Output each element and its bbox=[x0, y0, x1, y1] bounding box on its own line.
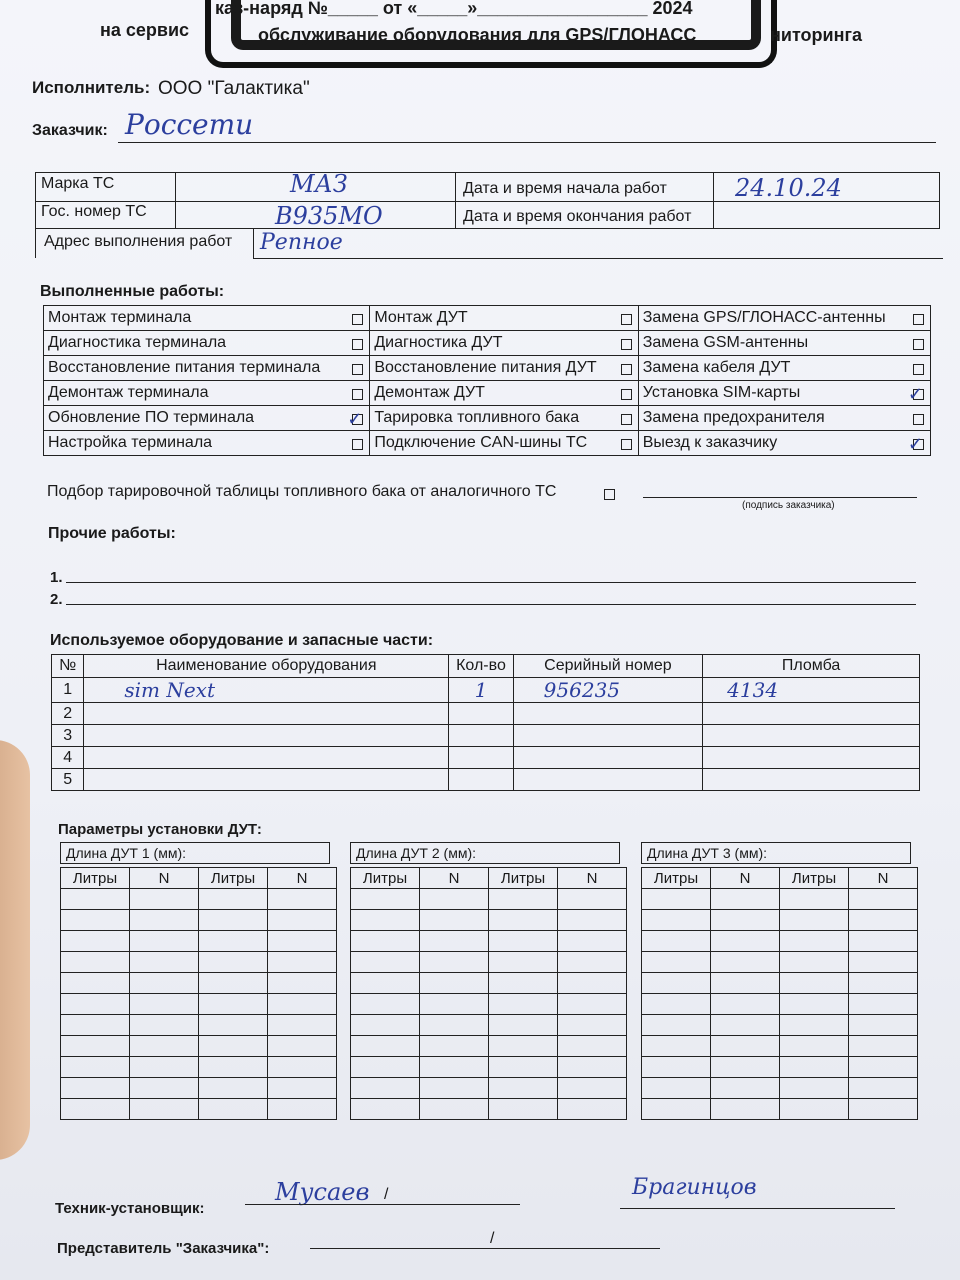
work-item-checkbox[interactable] bbox=[352, 364, 363, 375]
dut-cell[interactable] bbox=[849, 910, 918, 931]
equipment-cell bbox=[84, 725, 449, 747]
dut-col-header: N bbox=[711, 868, 780, 889]
work-item-label: Замена кабеля ДУТ bbox=[642, 359, 791, 376]
dut-col-header: N bbox=[420, 868, 489, 889]
work-item-label: Диагностика терминала bbox=[48, 334, 227, 351]
dut-col-header: Литры bbox=[642, 868, 711, 889]
equipment-cell: 956235 bbox=[513, 678, 702, 703]
dut-cell[interactable] bbox=[130, 931, 199, 952]
dut-cell[interactable] bbox=[780, 889, 849, 910]
dut-length-label: Длина ДУТ 3 (мм): bbox=[641, 842, 911, 864]
work-item-label: Настройка терминала bbox=[48, 434, 213, 451]
dut-cell[interactable] bbox=[558, 931, 627, 952]
dut-cell[interactable] bbox=[268, 1078, 337, 1099]
other-title: Прочие работы: bbox=[48, 525, 176, 542]
works-cell bbox=[44, 406, 370, 431]
dut-cell[interactable] bbox=[199, 1099, 268, 1120]
works-cell bbox=[44, 356, 370, 381]
technician-signature-2: Брагинцов bbox=[632, 1175, 757, 1200]
dut-grid bbox=[350, 867, 627, 1120]
header-line2b: обслуживание оборудования для GPS/ГЛОНАСС bbox=[258, 25, 697, 45]
dut-cell[interactable] bbox=[351, 1099, 420, 1120]
works-cell bbox=[370, 431, 638, 456]
brand-value: МАЗ bbox=[290, 170, 348, 198]
dut-cell[interactable] bbox=[780, 994, 849, 1015]
dut-col-header: Литры bbox=[199, 868, 268, 889]
dut-cell[interactable] bbox=[351, 952, 420, 973]
dut-cell[interactable] bbox=[61, 1099, 130, 1120]
dut-cell[interactable] bbox=[420, 889, 489, 910]
dut-cell[interactable] bbox=[199, 910, 268, 931]
dut-cell[interactable] bbox=[61, 931, 130, 952]
works-table bbox=[43, 305, 931, 456]
equipment-table bbox=[51, 654, 920, 791]
dut-cell[interactable] bbox=[489, 994, 558, 1015]
equipment-cell: 3 bbox=[52, 725, 84, 747]
dut-cell[interactable] bbox=[420, 1036, 489, 1057]
signature-line bbox=[643, 497, 917, 498]
dut-cell[interactable] bbox=[849, 1057, 918, 1078]
dut-cell[interactable] bbox=[489, 1015, 558, 1036]
work-item-label: Монтаж терминала bbox=[48, 309, 192, 326]
plate-value: В935МО bbox=[275, 202, 383, 230]
dut-cell[interactable] bbox=[558, 1057, 627, 1078]
works-cell bbox=[370, 306, 638, 331]
equipment-cell bbox=[513, 725, 702, 747]
work-item-checkbox[interactable] bbox=[913, 339, 924, 350]
dut-cell[interactable] bbox=[130, 1057, 199, 1078]
dut-cell[interactable] bbox=[711, 1036, 780, 1057]
dut-cell[interactable] bbox=[780, 1057, 849, 1078]
work-item-checkbox[interactable] bbox=[352, 339, 363, 350]
work-item-checkbox[interactable] bbox=[913, 364, 924, 375]
dut-cell[interactable] bbox=[642, 1099, 711, 1120]
work-item-label: Обновление ПО терминала bbox=[48, 409, 255, 426]
equipment-cell bbox=[703, 725, 920, 747]
works-cell bbox=[638, 406, 930, 431]
dut-cell[interactable] bbox=[61, 1015, 130, 1036]
dut-col-header: Литры bbox=[780, 868, 849, 889]
equipment-cell: 1 bbox=[449, 678, 513, 703]
dut-cell[interactable] bbox=[61, 910, 130, 931]
dut-cell[interactable] bbox=[420, 952, 489, 973]
equipment-cell: 5 bbox=[52, 769, 84, 791]
dut-cell[interactable] bbox=[642, 952, 711, 973]
dut-col-header: N bbox=[268, 868, 337, 889]
works-title: Выполненные работы: bbox=[40, 283, 225, 300]
works-cell bbox=[370, 406, 638, 431]
equipment-header-cell: Пломба bbox=[703, 655, 920, 678]
works-extra-checkbox[interactable] bbox=[604, 489, 615, 500]
work-item-checkbox[interactable] bbox=[621, 314, 632, 325]
customer-value: Россети bbox=[125, 108, 254, 141]
dut-cell[interactable] bbox=[351, 889, 420, 910]
dut-cell[interactable] bbox=[558, 1015, 627, 1036]
dut-cell[interactable] bbox=[199, 889, 268, 910]
dut-cell[interactable] bbox=[489, 931, 558, 952]
technician-label: Техник-установщик: bbox=[55, 1200, 205, 1217]
equipment-cell bbox=[449, 769, 513, 791]
dut-cell[interactable] bbox=[780, 1036, 849, 1057]
dut-cell[interactable] bbox=[351, 1015, 420, 1036]
dut-cell[interactable] bbox=[61, 889, 130, 910]
vehicle-table bbox=[35, 172, 938, 258]
dut-cell[interactable] bbox=[711, 973, 780, 994]
dut-cell[interactable] bbox=[849, 1015, 918, 1036]
dut-cell[interactable] bbox=[642, 973, 711, 994]
works-cell bbox=[370, 331, 638, 356]
works-cell bbox=[44, 381, 370, 406]
brand-label: Марка ТС bbox=[41, 175, 115, 192]
dut-cell[interactable] bbox=[711, 952, 780, 973]
dut-cell[interactable] bbox=[558, 1036, 627, 1057]
equipment-row bbox=[52, 747, 920, 769]
dut-cell[interactable] bbox=[351, 931, 420, 952]
dut-cell[interactable] bbox=[711, 1078, 780, 1099]
customer-line bbox=[118, 142, 936, 143]
works-cell bbox=[638, 356, 930, 381]
dut-cell[interactable] bbox=[61, 1057, 130, 1078]
dut-cell[interactable] bbox=[780, 952, 849, 973]
dut-length-label: Длина ДУТ 2 (мм): bbox=[350, 842, 620, 864]
work-item-label: Восстановление питания ДУТ bbox=[374, 359, 597, 376]
dut-cell[interactable] bbox=[199, 931, 268, 952]
finger bbox=[0, 740, 30, 1160]
work-item-label: Восстановление питания терминала bbox=[48, 359, 321, 376]
work-item-checkbox[interactable] bbox=[621, 364, 632, 375]
equipment-cell bbox=[84, 747, 449, 769]
checkmark-icon: ✓ bbox=[907, 384, 923, 404]
dut-cell[interactable] bbox=[849, 994, 918, 1015]
works-row bbox=[44, 431, 931, 456]
work-item-checkbox[interactable] bbox=[621, 339, 632, 350]
equipment-row bbox=[52, 678, 920, 703]
dut-cell[interactable] bbox=[130, 1015, 199, 1036]
dut-cell[interactable] bbox=[849, 931, 918, 952]
equipment-header-row bbox=[52, 655, 920, 678]
dut-cell[interactable] bbox=[780, 973, 849, 994]
checkmark-icon: ✓ bbox=[347, 409, 363, 429]
dut-cell[interactable] bbox=[642, 1036, 711, 1057]
equipment-cell bbox=[703, 747, 920, 769]
executor-label: Исполнитель: bbox=[32, 78, 151, 97]
customer-label: Заказчик: bbox=[32, 122, 108, 139]
dut-cell[interactable] bbox=[849, 1078, 918, 1099]
dut-col-header: Литры bbox=[351, 868, 420, 889]
equipment-cell: sim Next bbox=[84, 678, 449, 703]
work-item-checkbox[interactable] bbox=[907, 384, 924, 404]
dut-col-header: N bbox=[849, 868, 918, 889]
dut-cell[interactable] bbox=[489, 952, 558, 973]
works-row bbox=[44, 406, 931, 431]
work-item-label: Выезд к заказчику bbox=[642, 434, 778, 451]
dut-col-header: Литры bbox=[489, 868, 558, 889]
dut-cell[interactable] bbox=[420, 1099, 489, 1120]
technician-slash: / bbox=[384, 1186, 389, 1203]
dut-cell[interactable] bbox=[351, 994, 420, 1015]
dut-cell[interactable] bbox=[130, 952, 199, 973]
dut-cell[interactable] bbox=[199, 1036, 268, 1057]
work-item-checkbox[interactable] bbox=[621, 439, 632, 450]
header-line2a: на сервис bbox=[100, 20, 190, 40]
rep-line bbox=[310, 1248, 660, 1249]
equipment-cell bbox=[449, 725, 513, 747]
header-line1: каз-наряд №_____ от «_____»_________________ 2024 bbox=[215, 0, 693, 18]
works-cell bbox=[638, 431, 930, 456]
equipment-cell bbox=[84, 703, 449, 725]
dut-cell[interactable] bbox=[780, 1099, 849, 1120]
equipment-cell bbox=[703, 769, 920, 791]
work-item-label: Тарировка топливного бака bbox=[374, 409, 580, 426]
work-item-checkbox[interactable] bbox=[352, 314, 363, 325]
dut-cell[interactable] bbox=[199, 1057, 268, 1078]
dut-cell[interactable] bbox=[558, 994, 627, 1015]
dut-cell[interactable] bbox=[558, 1078, 627, 1099]
dut-col-header: Литры bbox=[61, 868, 130, 889]
works-cell bbox=[370, 381, 638, 406]
dut-cell[interactable] bbox=[780, 1015, 849, 1036]
end-label: Дата и время окончания работ bbox=[463, 208, 692, 225]
work-item-label: Замена GPS/ГЛОНАСС-антенны bbox=[642, 309, 886, 326]
header-line2c: ниторинга bbox=[770, 25, 862, 45]
dut-cell[interactable] bbox=[642, 1015, 711, 1036]
technician-line-2 bbox=[620, 1208, 895, 1209]
dut-length-label: Длина ДУТ 1 (мм): bbox=[60, 842, 330, 864]
equipment-cell bbox=[449, 703, 513, 725]
dut-cell[interactable] bbox=[351, 910, 420, 931]
checkmark-icon: ✓ bbox=[907, 434, 923, 454]
work-item-label: Демонтаж ДУТ bbox=[374, 384, 485, 401]
dut-cell[interactable] bbox=[130, 1036, 199, 1057]
dut-cell[interactable] bbox=[268, 973, 337, 994]
works-cell bbox=[44, 431, 370, 456]
equipment-header-cell: Кол-во bbox=[449, 655, 513, 678]
work-item-checkbox[interactable] bbox=[352, 439, 363, 450]
signature-caption: (подпись заказчика) bbox=[742, 500, 835, 511]
dut-cell[interactable] bbox=[351, 1078, 420, 1099]
dut-cell[interactable] bbox=[489, 1099, 558, 1120]
dut-cell[interactable] bbox=[268, 952, 337, 973]
technician-line bbox=[245, 1204, 520, 1205]
works-row bbox=[44, 381, 931, 406]
equipment-cell bbox=[513, 747, 702, 769]
equipment-cell bbox=[513, 703, 702, 725]
work-item-checkbox[interactable] bbox=[352, 389, 363, 400]
dut-cell[interactable] bbox=[199, 1078, 268, 1099]
dut-cell[interactable] bbox=[642, 889, 711, 910]
works-cell bbox=[638, 331, 930, 356]
rep-label: Представитель "Заказчика": bbox=[57, 1240, 270, 1257]
address-value: Репное bbox=[260, 230, 343, 255]
other-1-line bbox=[66, 582, 916, 583]
dut-cell[interactable] bbox=[711, 931, 780, 952]
dut-table-1 bbox=[60, 842, 337, 1120]
dut-cell[interactable] bbox=[558, 889, 627, 910]
equipment-cell bbox=[703, 703, 920, 725]
dut-cell[interactable] bbox=[849, 1099, 918, 1120]
dut-cell[interactable] bbox=[130, 994, 199, 1015]
equipment-row bbox=[52, 703, 920, 725]
dut-cell[interactable] bbox=[268, 994, 337, 1015]
dut-cell[interactable] bbox=[711, 1015, 780, 1036]
dut-cell[interactable] bbox=[61, 973, 130, 994]
work-item-label: Замена GSM-антенны bbox=[642, 334, 809, 351]
other-1-num: 1. bbox=[50, 569, 63, 586]
work-item-checkbox[interactable] bbox=[907, 434, 924, 454]
work-item-checkbox[interactable] bbox=[621, 389, 632, 400]
dut-cell[interactable] bbox=[420, 994, 489, 1015]
dut-cell[interactable] bbox=[558, 952, 627, 973]
dut-cell[interactable] bbox=[558, 1099, 627, 1120]
dut-cell[interactable] bbox=[268, 1036, 337, 1057]
work-item-checkbox[interactable] bbox=[621, 414, 632, 425]
dut-cell[interactable] bbox=[420, 1078, 489, 1099]
plate-label: Гос. номер ТС bbox=[41, 203, 147, 220]
work-item-label: Диагностика ДУТ bbox=[374, 334, 503, 351]
dut-cell[interactable] bbox=[199, 1015, 268, 1036]
equipment-row bbox=[52, 769, 920, 791]
dut-cell[interactable] bbox=[268, 889, 337, 910]
dut-cell[interactable] bbox=[489, 889, 558, 910]
start-value: 24.10.24 bbox=[735, 174, 842, 202]
dut-cell[interactable] bbox=[420, 973, 489, 994]
dut-cell[interactable] bbox=[711, 889, 780, 910]
dut-table-2 bbox=[350, 842, 627, 1120]
dut-cell[interactable] bbox=[711, 994, 780, 1015]
dut-col-header: N bbox=[130, 868, 199, 889]
works-cell bbox=[638, 306, 930, 331]
work-item-label: Замена предохранителя bbox=[642, 409, 825, 426]
start-label: Дата и время начала работ bbox=[463, 180, 667, 197]
equipment-row bbox=[52, 725, 920, 747]
dut-grid bbox=[60, 867, 337, 1120]
work-item-checkbox[interactable] bbox=[913, 414, 924, 425]
dut-cell[interactable] bbox=[780, 931, 849, 952]
dut-cell[interactable] bbox=[420, 910, 489, 931]
dut-cell[interactable] bbox=[130, 973, 199, 994]
dut-cell[interactable] bbox=[61, 1036, 130, 1057]
works-cell bbox=[370, 356, 638, 381]
dut-cell[interactable] bbox=[780, 1078, 849, 1099]
dut-col-header: N bbox=[558, 868, 627, 889]
dut-cell[interactable] bbox=[61, 1078, 130, 1099]
dut-cell[interactable] bbox=[849, 952, 918, 973]
dut-cell[interactable] bbox=[711, 1057, 780, 1078]
equipment-title: Используемое оборудование и запасные части: bbox=[50, 632, 434, 649]
dut-cell[interactable] bbox=[199, 973, 268, 994]
dut-cell[interactable] bbox=[711, 910, 780, 931]
works-cell bbox=[44, 331, 370, 356]
dut-cell[interactable] bbox=[61, 952, 130, 973]
dut-cell[interactable] bbox=[268, 1099, 337, 1120]
other-2-num: 2. bbox=[50, 591, 63, 608]
dut-cell[interactable] bbox=[130, 1099, 199, 1120]
dut-cell[interactable] bbox=[849, 1036, 918, 1057]
dut-cell[interactable] bbox=[420, 931, 489, 952]
dut-cell[interactable] bbox=[558, 973, 627, 994]
dut-cell[interactable] bbox=[130, 910, 199, 931]
dut-cell[interactable] bbox=[61, 994, 130, 1015]
works-row bbox=[44, 306, 931, 331]
dut-cell[interactable] bbox=[642, 910, 711, 931]
works-cell bbox=[44, 306, 370, 331]
dut-cell[interactable] bbox=[849, 889, 918, 910]
dut-cell[interactable] bbox=[489, 1036, 558, 1057]
dut-cell[interactable] bbox=[558, 910, 627, 931]
dut-cell[interactable] bbox=[130, 889, 199, 910]
equipment-cell: 2 bbox=[52, 703, 84, 725]
equipment-cell: 4 bbox=[52, 747, 84, 769]
dut-cell[interactable] bbox=[489, 910, 558, 931]
equipment-header-cell: Серийный номер bbox=[513, 655, 702, 678]
dut-cell[interactable] bbox=[351, 1057, 420, 1078]
dut-cell[interactable] bbox=[268, 1057, 337, 1078]
dut-cell[interactable] bbox=[489, 1057, 558, 1078]
dut-cell[interactable] bbox=[642, 994, 711, 1015]
work-item-checkbox[interactable] bbox=[913, 314, 924, 325]
dut-cell[interactable] bbox=[351, 1036, 420, 1057]
work-item-checkbox[interactable] bbox=[347, 409, 363, 429]
equipment-cell: 1 bbox=[52, 678, 84, 703]
works-row bbox=[44, 356, 931, 381]
equipment-cell bbox=[449, 747, 513, 769]
dut-cell[interactable] bbox=[420, 1057, 489, 1078]
dut-cell[interactable] bbox=[849, 973, 918, 994]
dut-cell[interactable] bbox=[268, 910, 337, 931]
dut-cell[interactable] bbox=[780, 910, 849, 931]
equipment-cell bbox=[513, 769, 702, 791]
work-item-label: Установка SIM-карты bbox=[642, 384, 801, 401]
executor-value: ООО "Галактика" bbox=[158, 78, 310, 99]
dut-cell[interactable] bbox=[420, 1015, 489, 1036]
dut-cell[interactable] bbox=[642, 1057, 711, 1078]
dut-cell[interactable] bbox=[351, 973, 420, 994]
equipment-cell bbox=[84, 769, 449, 791]
dut-grid bbox=[641, 867, 918, 1120]
equipment-header-cell: Наименование оборудования bbox=[84, 655, 449, 678]
technician-signature: Мусаев bbox=[275, 1178, 370, 1206]
dut-cell[interactable] bbox=[199, 952, 268, 973]
works-row bbox=[44, 331, 931, 356]
dut-cell[interactable] bbox=[268, 931, 337, 952]
dut-table-3 bbox=[641, 842, 918, 1120]
dut-title: Параметры установки ДУТ: bbox=[58, 821, 262, 838]
dut-cell[interactable] bbox=[268, 1015, 337, 1036]
works-extra: Подбор тарировочной таблицы топливного бака от аналогичного ТС bbox=[47, 483, 557, 500]
dut-cell[interactable] bbox=[642, 1078, 711, 1099]
address-label: Адрес выполнения работ bbox=[44, 233, 233, 250]
work-item-label: Монтаж ДУТ bbox=[374, 309, 468, 326]
dut-cell[interactable] bbox=[711, 1099, 780, 1120]
dut-cell[interactable] bbox=[642, 931, 711, 952]
work-item-label: Демонтаж терминала bbox=[48, 384, 209, 401]
work-item-label: Подключение CAN-шины ТС bbox=[374, 434, 588, 451]
dut-cell[interactable] bbox=[199, 994, 268, 1015]
dut-cell[interactable] bbox=[489, 1078, 558, 1099]
rep-slash: / bbox=[490, 1230, 495, 1247]
dut-cell[interactable] bbox=[489, 973, 558, 994]
dut-cell[interactable] bbox=[130, 1078, 199, 1099]
equipment-header-cell: № bbox=[52, 655, 84, 678]
equipment-cell: 4134 bbox=[703, 678, 920, 703]
works-cell bbox=[638, 381, 930, 406]
other-2-line bbox=[66, 604, 916, 605]
